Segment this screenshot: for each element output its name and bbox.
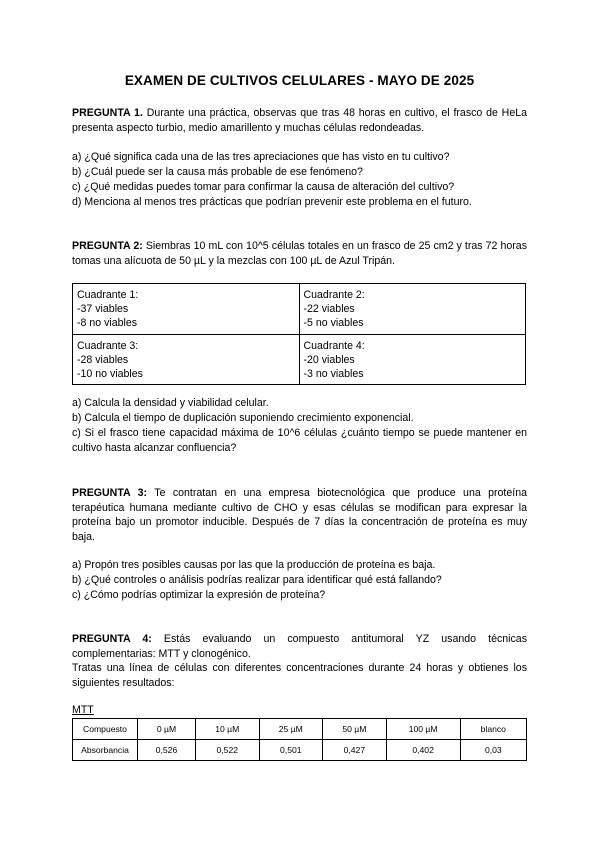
exam-title: EXAMEN DE CULTIVOS CELULARES - MAYO DE 2025 [124, 73, 475, 88]
question-1-statement [72, 106, 527, 135]
question-2-statement [72, 239, 527, 268]
mtt-data-cell: 0,03 [460, 740, 526, 761]
mtt-table [72, 718, 527, 761]
quadrant-nonviable: -3 no viables [303, 368, 364, 381]
mtt-data-cell: 0,522 [195, 740, 259, 761]
question-1-item-d: d) Menciona al menos tres prácticas que podrían prevenir este problema en el futuro. [72, 196, 472, 208]
mtt-header-cell: 0 µM [138, 719, 196, 740]
mtt-header-cell: 100 µM [386, 719, 460, 740]
question-2-text: Siembras 10 mL con 10^5 células totales en un frasco de 25 cm2 y tras 72 horas tomas una alícuota de 50 µL y la mezclas con 100 µL de Azul Tripán. [72, 240, 527, 267]
question-3-item-c: c) ¿Cómo podrías optimizar la expresión de proteína? [72, 589, 326, 601]
question-4-label: PREGUNTA 4: [72, 633, 152, 645]
quadrant-viable: -20 viables [303, 353, 355, 366]
mtt-data-row [73, 740, 527, 761]
question-1-item-a: a) ¿Qué significa cada una de las tres apreciaciones que has visto en tu cultivo? [72, 151, 450, 163]
question-2-item-a: a) Calcula la densidad y viabilidad celular. [72, 397, 269, 409]
question-1-text: Durante una práctica, observas que tras 48 horas en cultivo, el frasco de HeLa presenta aspecto turbio, medio amarillento y muchas células redondeadas. [72, 107, 528, 134]
quadrant-name: Cuadrante 1: [77, 289, 139, 301]
mtt-table-label: MTT [72, 704, 94, 716]
question-3-label: PREGUNTA 3: [72, 487, 148, 499]
quadrant-cell [73, 284, 300, 335]
quadrant-name: Cuadrante 4: [303, 339, 365, 352]
question-2-item-b: b) Calcula el tiempo de duplicación suponiendo crecimiento exponencial. [72, 412, 414, 424]
mtt-header-cell: blanco [460, 719, 526, 740]
mtt-header-cell: 50 µM [323, 719, 387, 740]
mtt-data-cell: 0,501 [259, 740, 323, 761]
quadrant-nonviable: -5 no viables [303, 317, 364, 330]
question-2-label: PREGUNTA 2: [72, 240, 143, 252]
question-1-item-c: c) ¿Qué medidas puedes tomar para confirmar la causa de alteración del cultivo? [72, 181, 455, 193]
question-1-label: PREGUNTA 1. [72, 107, 143, 119]
question-3-text: Te contratan en una empresa biotecnológica que produce una proteína terapéutica humana mediante cultivo de CHO y esas células se modifican para expresar la proteína bajo un promotor inducible. Después de 7 días la concentración de proteína es muy baja. [72, 487, 527, 543]
quadrant-viable: -22 viables [303, 303, 355, 316]
quadrant-nonviable: -10 no viables [77, 368, 143, 381]
question-2-item-c: c) Si el frasco tiene capacidad máxima de 10^6 células ¿cuánto tiempo se puede mantener en cultivo hasta alcanzar confluencia? [72, 427, 527, 454]
mtt-header-cell: 10 µM [195, 719, 259, 740]
mtt-header-cell: 25 µM [259, 719, 323, 740]
quadrant-table [72, 283, 526, 385]
question-4-text: Estás evaluando un compuesto antitumoral YZ usando técnicas complementarias: MTT y clonogénico. [72, 633, 527, 660]
quadrant-viable: -28 viables [77, 353, 129, 366]
mtt-data-cell: 0,526 [138, 740, 196, 761]
quadrant-cell [299, 334, 526, 385]
quadrant-nonviable: -8 no viables [77, 317, 138, 330]
question-3-item-b: b) ¿Qué controles o análisis podrías realizar para identificar qué está fallando? [72, 574, 442, 586]
mtt-header-cell: Compuesto [73, 719, 138, 740]
quadrant-cell [299, 284, 526, 335]
question-1-item-b: b) ¿Cuál puede ser la causa más probable de ese fenómeno? [72, 166, 363, 178]
question-4-statement [72, 632, 527, 661]
mtt-data-cell: Absorbancia [73, 740, 138, 761]
quadrant-name: Cuadrante 3: [77, 339, 139, 352]
question-3-statement [72, 486, 527, 544]
mtt-data-cell: 0,427 [323, 740, 387, 761]
mtt-header-row [73, 719, 527, 740]
question-3-item-a: a) Propón tres posibles causas por las que la producción de proteína es baja. [72, 559, 436, 571]
quadrant-viable: -37 viables [77, 303, 129, 316]
quadrant-name: Cuadrante 2: [303, 289, 365, 301]
quadrant-cell [73, 334, 300, 385]
question-4-text-2: Tratas una línea de células con diferentes concentraciones durante 24 horas y obtienes los siguientes resultados: [72, 662, 527, 689]
mtt-data-cell: 0,402 [386, 740, 460, 761]
